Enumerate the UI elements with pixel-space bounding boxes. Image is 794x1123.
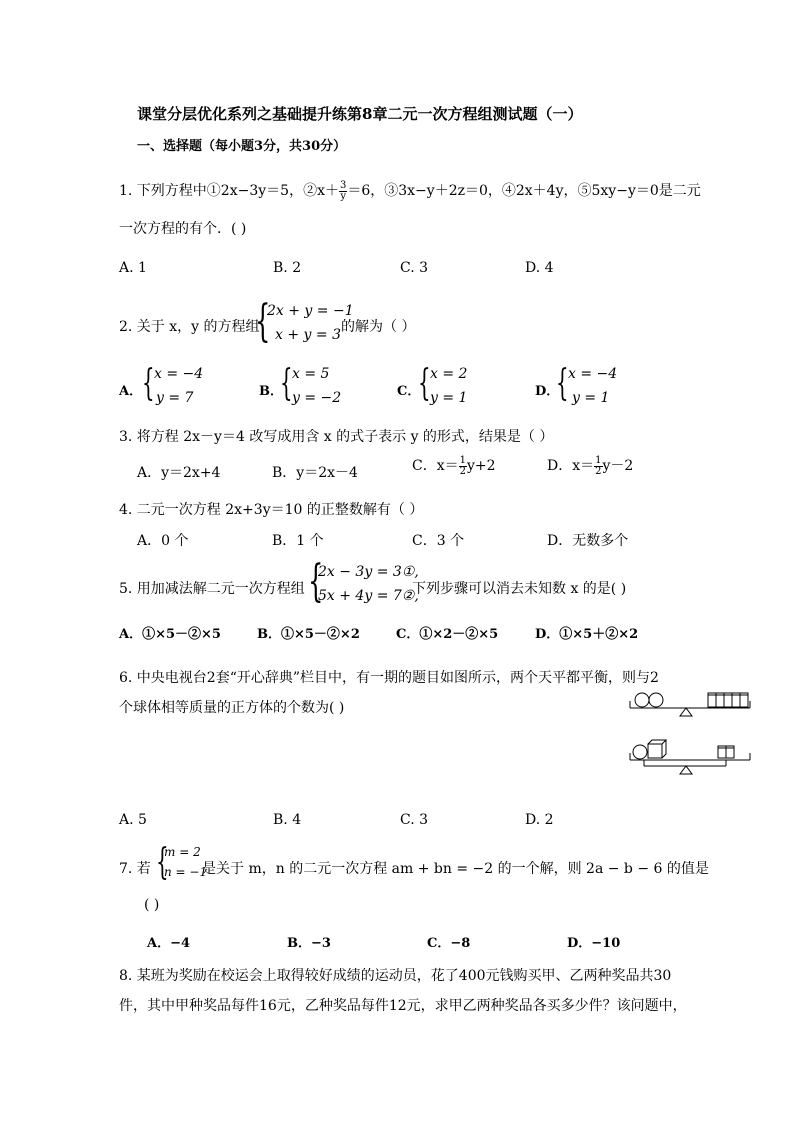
q5-eq2: 5x + 4y = 7②, [318, 588, 419, 604]
q7-solution-system [156, 843, 206, 887]
ball-icon [649, 693, 663, 707]
q2-option-a-system[interactable] [142, 364, 212, 412]
section-heading: 一、选择题（每小题3分，共30分） [137, 139, 347, 154]
q2-option-c-label[interactable]: C． [397, 384, 421, 399]
q2-option-c-system[interactable] [418, 364, 488, 412]
q6-option-d[interactable]: D. 2 [525, 812, 554, 828]
q5-suffix: 下列步骤可以消去未知数 x 的是( ) [412, 581, 627, 597]
q3-c-frac-den: 2 [459, 465, 466, 477]
q2-option-b-system[interactable] [280, 364, 350, 412]
q2-brace: { [255, 296, 271, 347]
q1-option-c[interactable]: C. 3 [400, 260, 429, 276]
q3-option-d-suffix: y－2 [602, 458, 634, 474]
question-3: 3. 将方程 2x－y＝4 改写成用含 x 的式子表示 y 的形式，结果是（ ） [119, 429, 554, 445]
question-8-line-2: 件，其中甲种奖品每件16元，乙种奖品每件12元，求甲乙两种奖品各买多少件？该问题中， [119, 998, 687, 1014]
q5-option-b[interactable]: B．①×5－②×2 [257, 627, 360, 642]
q7-prefix: 7. 若 [119, 861, 151, 877]
q4-option-c[interactable]: C．3 个 [412, 533, 465, 549]
q3-option-d-prefix: D．x＝ [547, 458, 595, 474]
q2-eq2: x + y = 3 [275, 327, 341, 343]
q3-option-c-prefix: C．x＝ [412, 458, 459, 474]
q1-frac-den: y [340, 190, 346, 202]
q7-answer-paren: ( ) [144, 897, 160, 913]
q2-option-d-system[interactable] [556, 364, 626, 412]
question-1-line-1 [119, 180, 701, 202]
page-title: 课堂分层优化系列之基础提升练第8章二元一次方程组测试题（一） [137, 105, 583, 123]
balance-scale-bottom [630, 740, 750, 774]
question-1-line-2: 一次方程的有个．( ) [119, 221, 247, 237]
q5-option-a[interactable]: A．①×5－②×5 [119, 627, 221, 642]
q2-option-d-line-1: x = −4 [568, 366, 618, 382]
q7-suffix: 是关于 m，n 的二元一次方程 am + bn = −2 的一个解，则 2a − b − 6 的值是 [202, 861, 709, 877]
question-8-line-1: 8. 某班为奖励在校运会上取得较好成绩的运动员，花了400元钱购买甲、乙两种奖品共30 [119, 968, 672, 984]
question-4: 4. 二元一次方程 2x+3y＝10 的正整数解有（ ） [119, 502, 424, 518]
q3-option-d[interactable] [547, 455, 633, 477]
q1-text-a: 1. 下列方程中①2x−3y＝5，②x＋ [119, 183, 339, 199]
q5-prefix: 5. 用加减法解二元一次方程组 [119, 581, 305, 597]
q2-option-b-line-2: y = −2 [292, 390, 342, 406]
balance-scale-top [630, 693, 750, 716]
q7-option-c[interactable]: C．−8 [427, 936, 471, 951]
question-6-line-1: 6. 中央电视台2套“开心辞典”栏目中，有一期的题目如图所示，两个天平都平衡，则与2 [119, 670, 659, 686]
q3-d-frac-num: 1 [595, 454, 602, 466]
q4-option-a[interactable]: A．0 个 [137, 533, 189, 549]
q2-option-a-brace: { [142, 363, 155, 404]
q4-option-b[interactable]: B．1 个 [272, 533, 324, 549]
q3-option-d-fraction [594, 456, 602, 477]
q3-option-b[interactable]: B．y＝2x－4 [272, 465, 358, 481]
q7-eq1: m = 2 [164, 845, 201, 859]
ball-icon [633, 745, 647, 759]
q2-option-b-brace: { [280, 363, 293, 404]
balance-scales-figure [626, 688, 756, 778]
q2-option-b-line-1: x = 5 [292, 366, 330, 382]
q5-option-c[interactable]: C．①×2－②×5 [396, 627, 499, 642]
q2-option-d-line-2: y = 1 [572, 390, 610, 406]
cube-icon [648, 744, 662, 758]
q1-option-b[interactable]: B. 2 [273, 260, 302, 276]
q7-option-b[interactable]: B．−3 [287, 936, 331, 951]
q4-option-d[interactable]: D．无数多个 [547, 533, 629, 549]
q6-option-c[interactable]: C. 3 [400, 812, 429, 828]
q2-option-c-line-1: x = 2 [430, 366, 468, 382]
q1-frac-num: 3 [339, 179, 347, 191]
q5-brace: { [308, 556, 324, 607]
q2-eq1: 2x + y = −1 [267, 303, 354, 319]
q5-eq1: 2x − 3y = 3①, [318, 564, 419, 580]
q7-brace: { [156, 842, 169, 883]
q2-option-c-brace: { [418, 363, 431, 404]
q1-option-a[interactable]: A. 1 [119, 260, 147, 276]
q3-option-c-suffix: y+2 [466, 458, 496, 474]
q2-prefix: 2. 关于 x，y 的方程组 [119, 319, 260, 335]
q7-option-a[interactable]: A．−4 [147, 936, 191, 951]
q2-option-d-label[interactable]: D． [535, 384, 560, 399]
q7-option-d[interactable]: D．−10 [567, 936, 621, 951]
q1-text-b: ＝6，③3x−y＋2z＝0，④2x＋4y，⑤5xy−y＝0是二元 [347, 183, 701, 199]
q6-option-b[interactable]: B. 4 [273, 812, 302, 828]
q5-equation-system [308, 556, 419, 610]
q1-option-d[interactable]: D. 4 [525, 260, 554, 276]
ball-icon [635, 693, 649, 707]
q2-equation-system [255, 296, 354, 350]
q3-c-frac-num: 1 [459, 454, 466, 466]
q3-d-frac-den: 2 [595, 465, 602, 477]
q2-option-b-label[interactable]: B． [259, 384, 283, 399]
q6-option-a[interactable]: A. 5 [119, 812, 147, 828]
q5-option-d[interactable]: D．①×5＋②×2 [535, 627, 639, 642]
q3-option-c-fraction [459, 456, 467, 477]
q3-option-c[interactable] [412, 455, 496, 477]
q2-option-a-line-1: x = −4 [154, 366, 204, 382]
q3-option-a[interactable]: A．y＝2x+4 [137, 465, 221, 481]
q7-eq2: n = −1 [164, 865, 208, 879]
question-6-line-2: 个球体相等质量的正方体的个数为( ) [119, 700, 345, 716]
q2-option-c-line-2: y = 1 [430, 390, 468, 406]
q2-suffix: 的解为（ ） [341, 319, 416, 335]
q2-option-a-label[interactable]: A． [119, 384, 143, 399]
q2-option-d-brace: { [556, 363, 569, 404]
q2-option-a-line-2: y = 7 [156, 390, 194, 406]
